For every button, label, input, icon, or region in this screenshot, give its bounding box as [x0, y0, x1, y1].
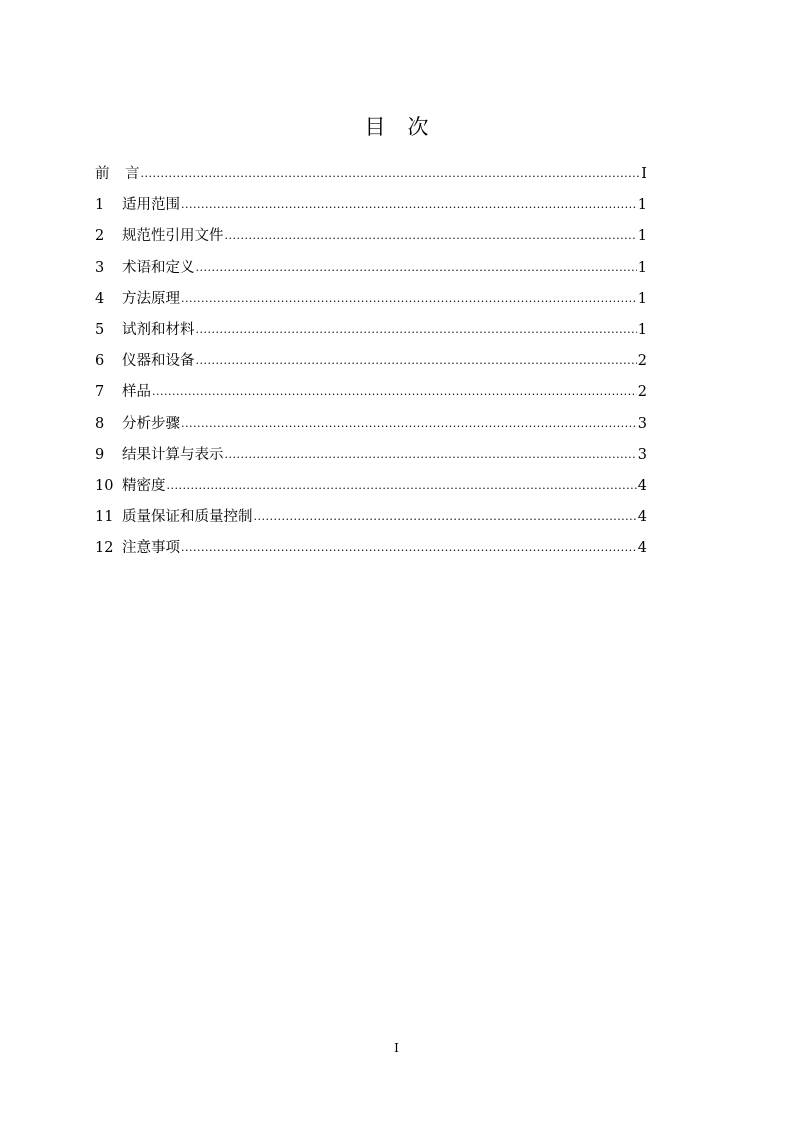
toc-entry[interactable]	[95, 506, 647, 537]
toc-entry-page: 4	[637, 509, 647, 526]
page-footer-number: I	[394, 1041, 399, 1055]
toc-leader-dots	[254, 506, 637, 528]
toc-list	[95, 163, 647, 568]
toc-entry-label: 方法原理	[122, 290, 180, 307]
toc-leader-dots	[167, 475, 637, 497]
toc-entry[interactable]	[95, 444, 647, 475]
toc-entry-number: 11	[95, 509, 114, 526]
toc-entry-page: 4	[637, 477, 647, 494]
toc-entry[interactable]	[95, 194, 647, 225]
toc-entry-page: 3	[637, 415, 647, 432]
toc-entry-page: 2	[637, 384, 647, 401]
toc-entry-label: 结果计算与表示	[122, 446, 224, 463]
toc-entry[interactable]	[95, 350, 647, 381]
toc-entry-number: 7	[95, 384, 105, 401]
toc-entry-page: 1	[637, 197, 647, 214]
toc-entry[interactable]	[95, 225, 647, 256]
toc-entry[interactable]	[95, 319, 647, 350]
toc-entry-page: 1	[637, 290, 647, 307]
toc-entry-page: 1	[637, 228, 647, 245]
toc-entry-label: 质量保证和质量控制	[122, 509, 253, 526]
toc-entry-number: 3	[95, 259, 105, 276]
toc-entry-number: 8	[95, 415, 105, 432]
toc-leader-dots	[196, 350, 637, 372]
preface-second-char: 言	[125, 166, 140, 182]
toc-entry[interactable]	[95, 288, 647, 319]
toc-entry-label: 样品	[122, 384, 151, 401]
toc-entry-page: 2	[637, 353, 647, 370]
toc-leader-dots	[181, 413, 637, 435]
toc-entry-page: I	[641, 166, 647, 182]
toc-entry-label: 分析步骤	[122, 415, 180, 432]
toc-leader-dots	[152, 381, 637, 403]
toc-entry-number: 12	[95, 540, 114, 557]
toc-entry-number: 5	[95, 321, 105, 338]
toc-entry-number: 6	[95, 353, 105, 370]
toc-entry-page: 1	[637, 259, 647, 276]
toc-entry-page: 3	[637, 446, 647, 463]
toc-leader-dots	[225, 444, 637, 466]
toc-entry-label: 精密度	[122, 477, 166, 494]
toc-entry-label: 注意事项	[122, 540, 180, 557]
toc-leader-dots	[181, 288, 637, 310]
toc-entry-label: 仪器和设备	[122, 353, 195, 370]
toc-entry-number: 10	[95, 477, 114, 494]
toc-leader-dots	[181, 194, 637, 216]
toc-entry-preface[interactable]	[95, 163, 647, 194]
toc-entry[interactable]	[95, 537, 647, 568]
toc-title	[0, 114, 793, 140]
toc-leader-dots	[196, 319, 637, 341]
preface-first-char: 前	[95, 166, 110, 182]
toc-title-first: 目	[364, 115, 386, 139]
toc-entry-number: 1	[95, 197, 105, 214]
toc-entry-number: 2	[95, 228, 105, 245]
toc-entry[interactable]	[95, 475, 647, 506]
toc-leader-dots	[141, 163, 641, 185]
toc-entry-label: 规范性引用文件	[122, 228, 224, 245]
toc-leader-dots	[181, 537, 637, 559]
toc-entry-label: 术语和定义	[122, 259, 195, 276]
toc-title-second: 次	[407, 115, 429, 139]
toc-entry-number: 9	[95, 446, 105, 463]
toc-entry-page: 4	[637, 540, 647, 557]
toc-entry[interactable]	[95, 257, 647, 288]
toc-entry-number: 4	[95, 290, 105, 307]
toc-entry-page: 1	[637, 321, 647, 338]
toc-leader-dots	[196, 257, 637, 279]
toc-entry-label	[95, 163, 140, 185]
toc-entry[interactable]	[95, 381, 647, 412]
toc-leader-dots	[225, 225, 637, 247]
toc-entry[interactable]	[95, 413, 647, 444]
toc-entry-label: 试剂和材料	[122, 321, 195, 338]
toc-entry-label: 适用范围	[122, 197, 180, 214]
